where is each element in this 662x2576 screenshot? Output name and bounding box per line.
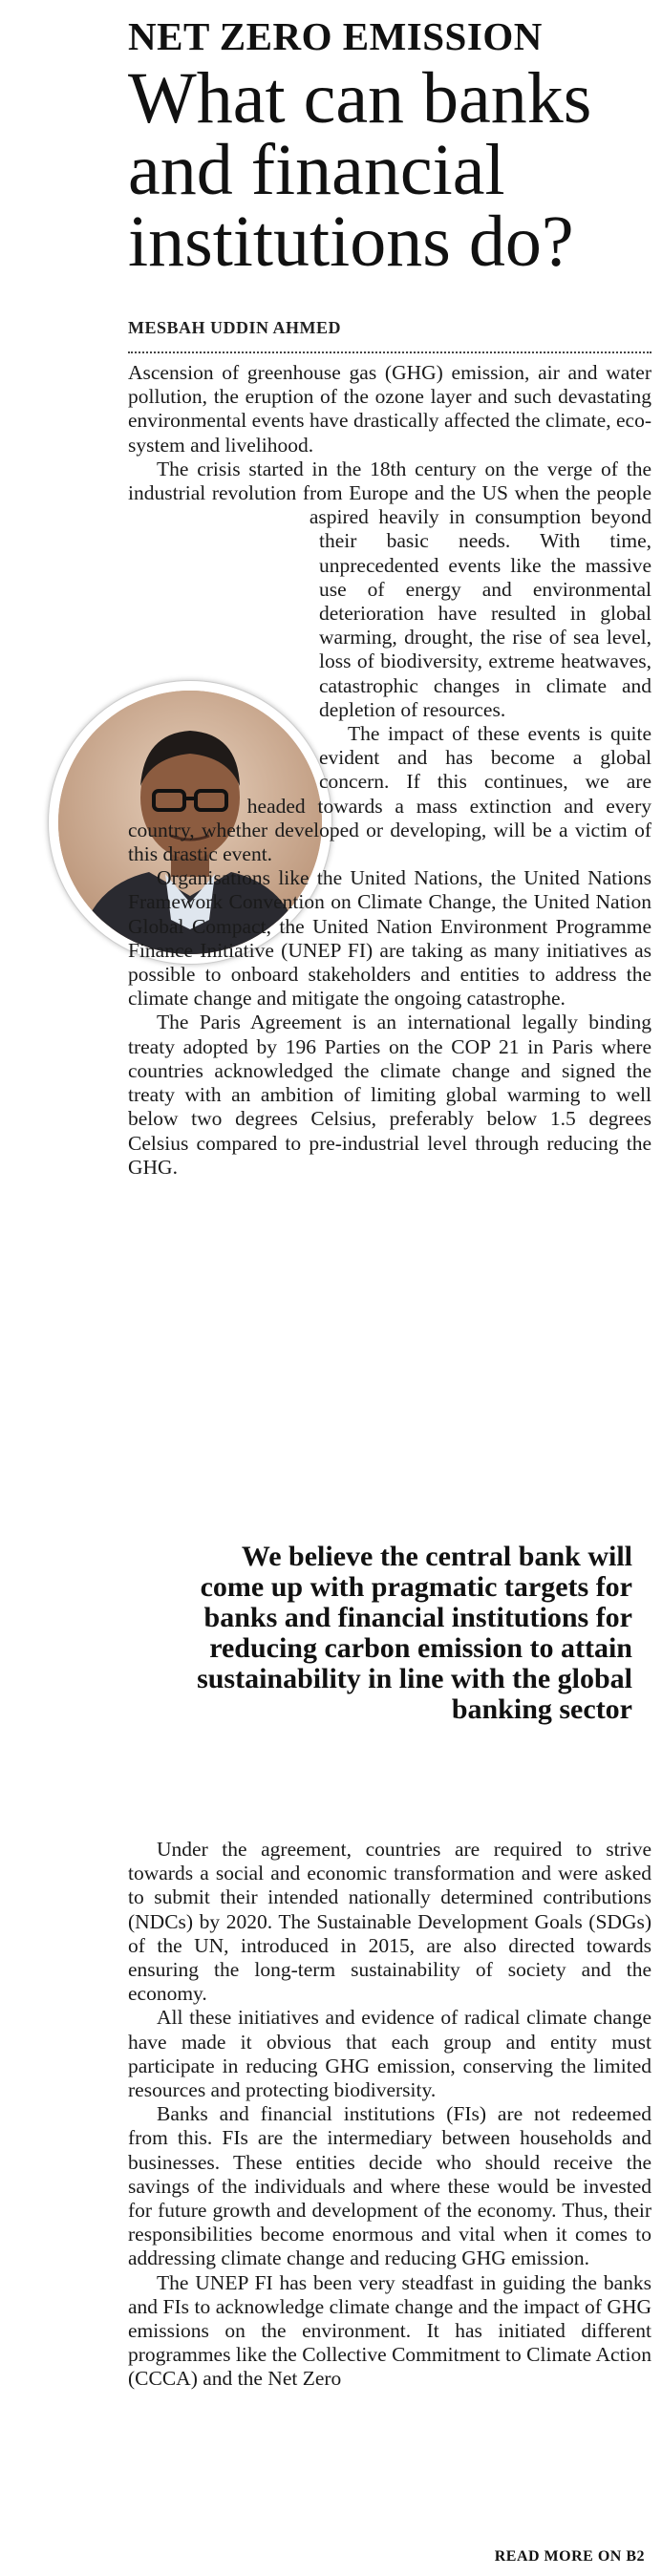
paragraph: Organisations like the United Nations, the United Nations Framework Convention on Climate Change, the United Nation Global Compact, the United Nation Environment Programme Finance Initiative (UNEP FI) are taking as many initiatives as possible to onboard stakeholders and entities to address the climate change and mitigate the ongoing catastrophe. [128, 866, 651, 1011]
continued-on-link[interactable]: READ MORE ON B2 [494, 2548, 645, 2565]
paragraph: Under the agreement, countries are required to strive towards a social and economic transformation and were asked to submit their intended nationally determined contributions (NDCs) by 2020. The Sustainable Development Goals (SDGs) of the UN, introduced in 2015, are also directed towards ensuring the long-term sustainability of society and the economy. [128, 1838, 651, 2006]
article-kicker: NET ZERO EMISSION [128, 14, 543, 58]
paragraph: Banks and financial institutions (FIs) are not redeemed from this. FIs are the intermediary between households and businesses. These entities decide who should receive the savings of the individuals and where these would be invested for future growth and development of the economy. Thus, their responsibilities become enormous and vital when it comes to addressing climate change and reducing GHG emission. [128, 2102, 651, 2270]
paragraph: The impact of these events is quite evident and has become a global concern. If this continues, we are headed towards a mass extinction and every country, whether developed or developing, will be a victim of this drastic event. [128, 722, 651, 866]
portrait-wrap-space [52, 458, 319, 840]
paragraph: The Paris Agreement is an international legally binding treaty adopted by 196 Parties on the COP 21 in Paris where countries acknowledged the climate change and signed the treaty with an ambition of limiting global warming to well below two degrees Celsius, preferably below 1.5 degrees Celsius compared to pre-industrial level through reducing the GHG. [128, 1011, 651, 1179]
article-byline: MESBAH UDDIN AHMED [128, 318, 342, 337]
paragraph: All these initiatives and evidence of radical climate change have made it obvious that each group and entity must participate in reducing GHG emission, conserving the limited resources and protecting biodiversity. [128, 2006, 651, 2102]
paragraph: The UNEP FI has been very steadfast in guiding the banks and FIs to acknowledge climate change and the impact of GHG emissions on the environment. It has initiated different programmes like the Collective Commitment to Climate Action (CCCA) and the Net Zero [128, 2270, 651, 2391]
byline-divider [128, 351, 651, 353]
pull-quote: We believe the central bank will come up with pragmatic targets for banks and financial institutions for reducing carbon emission to attain sustainability in line with the global banking sector [197, 1541, 632, 1725]
paragraph: Ascension of greenhouse gas (GHG) emission, air and water pollution, the eruption of the ozone layer and such devastating environmental events have drastically affected the climate, eco-system and livelihood. [128, 361, 651, 457]
paragraph: The crisis started in the 18th century on the verge of the industrial revolution from Europe and the US when the people aspired heavily in consumption beyond their basic needs. With time, unprecedented events like the massive use of energy and environmental deterioration have resulted in global warming, drought, the rise of sea level, loss of biodiversity, extreme heatwaves, catastrophic changes in climate and depletion of resources. [128, 457, 651, 721]
article-headline: What can banks and financial institutions do? [128, 58, 592, 282]
article-body-bottom [128, 1838, 651, 2392]
article-body-top [128, 361, 651, 1180]
